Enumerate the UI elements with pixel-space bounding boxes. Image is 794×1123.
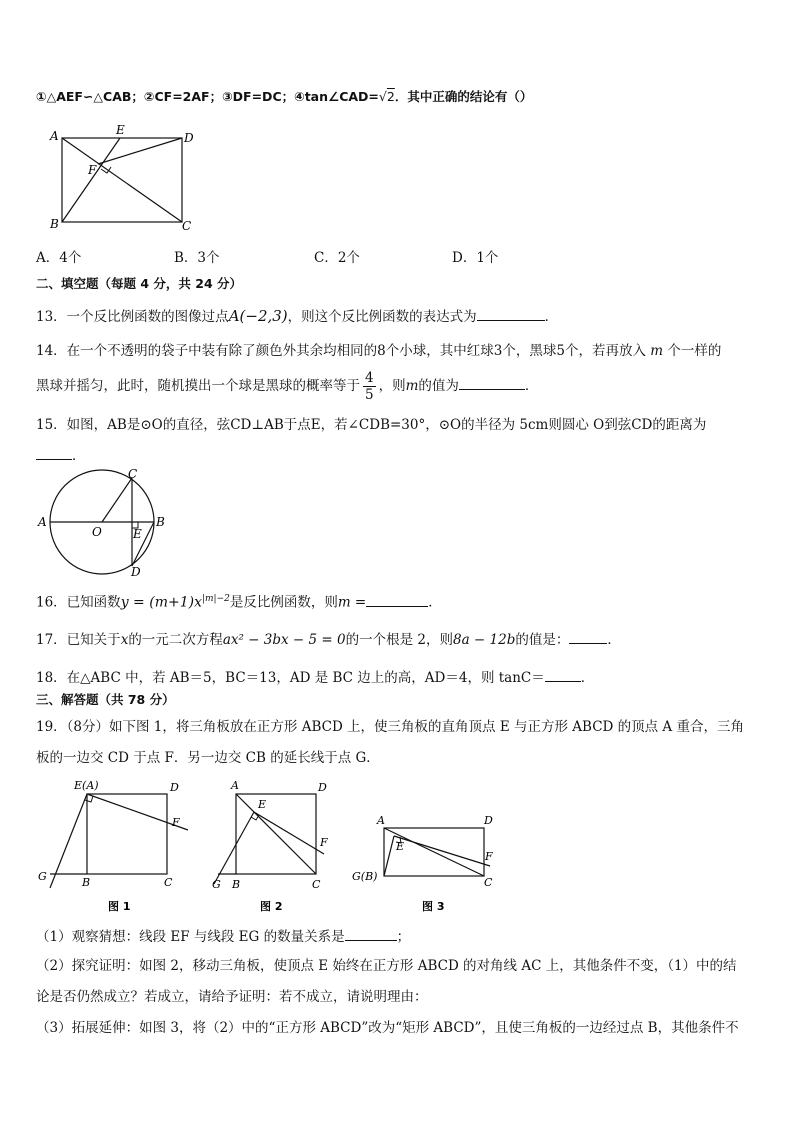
- q15-label-b: B: [156, 515, 165, 529]
- q19-part3-line1: （3）拓展延伸：如图 3，将（2）中的“正方形 ABCD”改为“矩形 ABCD”，且使三角板的一边经过点 B，其他条件不: [36, 1020, 739, 1036]
- q12-label-a: A: [50, 129, 59, 143]
- q19-part1: （1）观察猜想：线段 EF 与线段 EG 的数量关系是 ；: [36, 926, 410, 946]
- q15-label-d: D: [131, 565, 141, 578]
- q19-figure-3: [350, 806, 510, 918]
- q12-option-a: A．4个: [36, 250, 82, 266]
- fig1-label-g: G: [38, 870, 47, 883]
- fig1-label-b: B: [82, 876, 91, 889]
- q12-option-d: D．1个: [452, 250, 499, 266]
- fig2-label-b: B: [232, 878, 241, 891]
- section-3-heading: 三、解答题（共 78 分）: [36, 692, 175, 707]
- q15-label-a: A: [38, 515, 47, 529]
- q12-option-c: C．2个: [314, 250, 360, 266]
- section-2-heading: 二、填空题（每题 4 分，共 24 分）: [36, 276, 243, 291]
- fig2-label-f: F: [320, 836, 328, 849]
- q19-figure-2: [204, 776, 344, 916]
- q15-label-c: C: [128, 467, 138, 481]
- fig2-label-c: C: [312, 878, 321, 891]
- fig1-label-d: D: [170, 781, 179, 794]
- q18: 18．在△ABC 中，若 AB＝5，BC＝13，AD 是 BC 边上的高，AD＝4，则 tanC＝ ．: [36, 667, 594, 687]
- q16: 16．已知函数$y = (m+1)x^{|m|-2}$是反比例函数，则m = ．: [36, 590, 442, 612]
- fig1-label-c: C: [164, 876, 173, 889]
- fig1-label-f: F: [172, 816, 180, 829]
- q19-figure-1: [36, 776, 196, 916]
- q19-line1: 19．（8分）如下图 1，将三角板放在正方形 ABCD 上，使三角板的直角顶点 E 与正方形 ABCD 的顶点 A 重合，三角: [36, 719, 744, 735]
- fig1-caption: 图 1: [108, 900, 131, 913]
- fig2-label-a: A: [231, 779, 239, 792]
- q15-label-o: O: [92, 525, 102, 539]
- q12-label-c: C: [182, 219, 192, 232]
- q12-label-f: F: [88, 163, 97, 177]
- q19-line2: 板的一边交 CD 于点 F．另一边交 CB 的延长线于点 G．: [36, 750, 380, 766]
- q12-rectangle-figure: [40, 120, 200, 232]
- fig3-label-e: E: [396, 840, 405, 853]
- q14-fraction: $\frac{4}{5}$: [365, 370, 374, 403]
- q15-line2: ．: [36, 445, 86, 465]
- fig2-label-d: D: [318, 781, 327, 794]
- fig3-label-c: C: [484, 876, 493, 889]
- fig2-caption: 图 2: [260, 900, 283, 913]
- q15-line1: 15．如图，AB是⊙O的直径，弦CD⊥AB于点E，若∠CDB=30°，⊙O的半径为 5cm则圆心 O到弦CD的距离为: [36, 417, 707, 433]
- q12-label-e: E: [116, 123, 125, 137]
- q17: 17．已知关于x的一元二次方程ax² − 3bx − 5 = 0的一个根是 2，则8a − 12b的值是： ．: [36, 629, 621, 649]
- q12-option-b: B．3个: [174, 250, 220, 266]
- q13: 13．一个反比例函数的图像过点A(−2,3)，则这个反比例函数的表达式为 ．: [36, 307, 559, 325]
- q14-line2: 黑球并摇匀，此时，随机摸出一个球是黑球的概率等于 $\frac{4}{5}$ ，则m的值为 ．: [36, 370, 539, 403]
- fig3-label-f: F: [485, 850, 493, 863]
- fig3-label-d: D: [484, 814, 493, 827]
- fig3-label-gb: G(B): [352, 870, 378, 883]
- fig1-label-ea: E(A): [74, 779, 99, 792]
- fig2-label-e: E: [258, 798, 267, 811]
- q19-part2-line1: （2）探究证明：如图 2，移动三角板，使顶点 E 始终在正方形 ABCD 的对角线 AC 上，其他条件不变，（1）中的结: [36, 958, 737, 974]
- q14-line1: 14．在一个不透明的袋子中装有除了颜色外其余均相同的8个小球，其中红球3个，黑球5个，若再放入 m 个一样的: [36, 343, 722, 359]
- q15-circle-figure: [34, 466, 174, 578]
- fig3-caption: 图 3: [422, 900, 445, 913]
- q12-label-d: D: [184, 131, 194, 145]
- q19-part2-line2: 论是否仍然成立？若成立，请给予证明：若不成立，请说明理由：: [36, 989, 428, 1005]
- q12-label-b: B: [50, 217, 59, 231]
- q12-statements: ①△AEF∽△CAB；②CF=2AF；③DF=DC；④tan∠CAD=√2．其中正确的结论有（）: [36, 89, 533, 104]
- q15-label-e: E: [133, 527, 142, 541]
- fig2-label-g: G: [212, 878, 221, 891]
- fig3-label-a: A: [377, 814, 385, 827]
